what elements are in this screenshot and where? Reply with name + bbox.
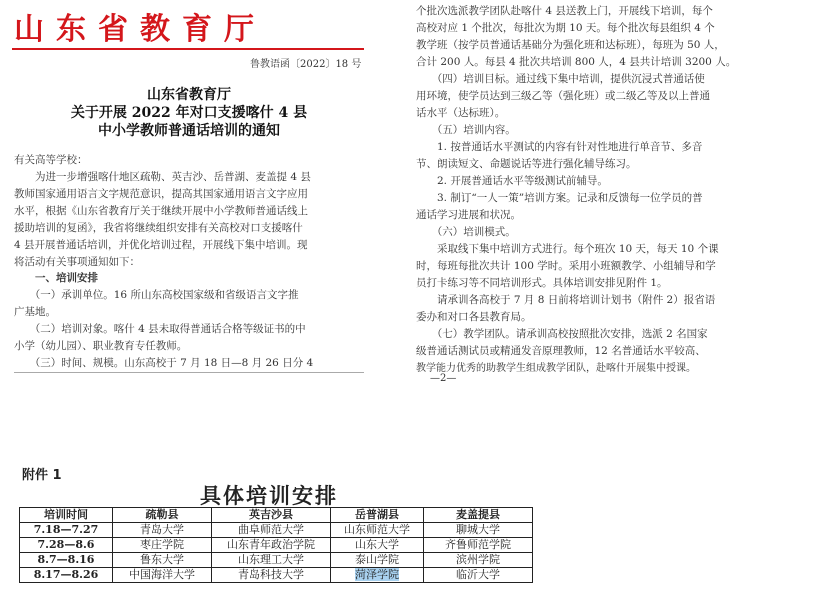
paragraph-line: 小学（幼儿园）、职业教育专任教师。 [14,340,188,352]
paragraph-line: 级普通话测试员或精通发音原理教师，12 名普通话水平较高、 [416,345,706,357]
annex-label: 附件 1 [22,468,62,483]
training-schedule-table [19,507,533,583]
red-divider [12,48,364,50]
table-cell: 7.28—8.6 [20,538,113,553]
table-cell: 8.7—8.16 [20,553,113,568]
paragraph-line: 水平，根据《山东省教育厅关于继续开展中小学教师普通话线上 [14,205,308,217]
paragraph-line: 时，每班每批次共计 100 学时。采用小班额教学、小组辅导和学 [416,260,716,272]
section-heading: （五）培训内容。 [416,124,516,136]
page-number: —2— [430,373,457,384]
paragraph-line: 教学能力优秀的助教学生组成教学团队，赴喀什开展集中授课。 [416,363,696,374]
paragraph-line: 话水平（达标班）。 [416,107,506,119]
title-line-1: 山东省教育厅 [147,87,231,103]
paragraph-line: 援助培训的复函》，我省将继续组织安排有关高校对口支援喀什 [14,222,303,234]
table-row [20,538,533,553]
table-row [20,553,533,568]
table-cell: 青岛大学 [113,523,212,538]
highlighted-table-cell [331,568,424,583]
table-cell: 7.18—7.27 [20,523,113,538]
document-number: 鲁教语函〔2022〕18 号 [250,59,362,70]
column-header: 疏勒县 [113,508,212,523]
section-heading: （六）培训模式。 [416,226,516,238]
column-header: 英吉沙县 [212,508,331,523]
title-line-2: 关于开展 2022 年对口支援喀什 4 县 [70,105,308,121]
table-cell: 曲阜师范大学 [212,523,331,538]
title-line-3: 中小学教师普通话培训的通知 [98,123,280,139]
table-cell: 聊城大学 [424,523,533,538]
paragraph-line: 高校对应 1 个批次，每批次为期 10 天。每个批次每县组织 4 个 [416,22,715,34]
org-banner: 山东省教育厅 [14,12,266,47]
paragraph-line: 将活动有关事项通知如下： [14,256,140,268]
column-header: 培训时间 [20,508,113,523]
paragraph-line: 广基地。 [14,306,56,318]
paragraph-line: 采取线下集中培训方式进行。每个班次 10 天，每天 10 个课 [416,243,719,255]
table-row [20,523,533,538]
table-cell: 鲁东大学 [113,553,212,568]
paragraph-line: 2. 开展普通话水平等级测试前辅导。 [416,175,608,187]
annex-title: 具体培训安排 [200,483,338,508]
paragraph-line: 合计 200 人。每县 4 批次共培训 800 人，4 县共计培训 3200 人。 [416,56,737,68]
section-heading: 一、培训安排 [14,272,98,284]
table-cell: 滨州学院 [424,553,533,568]
paragraph-line: 教师国家通用语言文字规范意识，提高其国家通用语言文字应用 [14,188,308,200]
paragraph-line: （七）教学团队。请承训高校按照批次安排，选派 2 名国家 [416,328,708,340]
paragraph-line: 教学班（按学员普通话基础分为强化班和达标班），每班为 50 人， [416,39,725,51]
paragraph-line: 请承训各高校于 7 月 8 日前将培训计划书（附件 2）报省语 [416,294,716,306]
paragraph-line: （三）时间、规模。山东高校于 7 月 18 日—8 月 26 日分 4 [14,357,314,369]
paragraph-line: （二）培训对象。喀什 4 县未取得普通话合格等级证书的中 [14,323,306,335]
table-cell: 山东青年政治学院 [212,538,331,553]
selection-highlight: 菏泽学院 [355,568,399,581]
table-cell: 山东理工大学 [212,553,331,568]
page-divider [14,372,364,373]
column-header: 岳普湖县 [331,508,424,523]
table-cell: 青岛科技大学 [212,568,331,583]
table-cell: 8.17—8.26 [20,568,113,583]
paragraph-line: 1. 按普通话水平测试的内容有针对性地进行单音节、多音 [416,141,703,153]
paragraph-line: （四）培训目标。通过线下集中培训，提供沉浸式普通话使 [416,73,705,85]
table-cell: 山东师范大学 [331,523,424,538]
paragraph-line: 节、朗读短文、命题说话等进行强化辅导练习。 [416,158,637,170]
paragraph-line: 4 县开展普通话培训，并优化培训过程，开展线下集中培训。现 [14,239,308,251]
table-cell: 泰山学院 [331,553,424,568]
table-cell: 中国海洋大学 [113,568,212,583]
paragraph-line: 个批次选派教学团队赴喀什 4 县送教上门，开展线下培训，每个 [416,5,713,17]
paragraph-line: 有关高等学校： [14,154,88,166]
paragraph-line: 为进一步增强喀什地区疏勒、英吉沙、岳普湖、麦盖提 4 县 [14,171,311,183]
paragraph-line: 用环境，使学员达到三级乙等（强化班）或二级乙等及以上普通 [416,90,710,102]
paragraph-line: 通话学习进展和状况。 [416,209,521,221]
table-header-row [20,508,533,523]
table-cell: 齐鲁师范学院 [424,538,533,553]
table-cell: 枣庄学院 [113,538,212,553]
paragraph-line: （一）承训单位。16 所山东高校国家级和省级语言文字推 [14,289,299,301]
table-cell: 山东大学 [331,538,424,553]
paragraph-line: 员打卡练习等不同培训形式。具体培训安排见附件 1。 [416,277,668,289]
table-cell: 临沂大学 [424,568,533,583]
paragraph-line: 3. 制订“一人一策”培训方案。记录和反馈每一位学员的普 [416,192,703,204]
column-header: 麦盖提县 [424,508,533,523]
paragraph-line: 委办和对口各县教育局。 [416,311,532,323]
table-row [20,568,533,583]
